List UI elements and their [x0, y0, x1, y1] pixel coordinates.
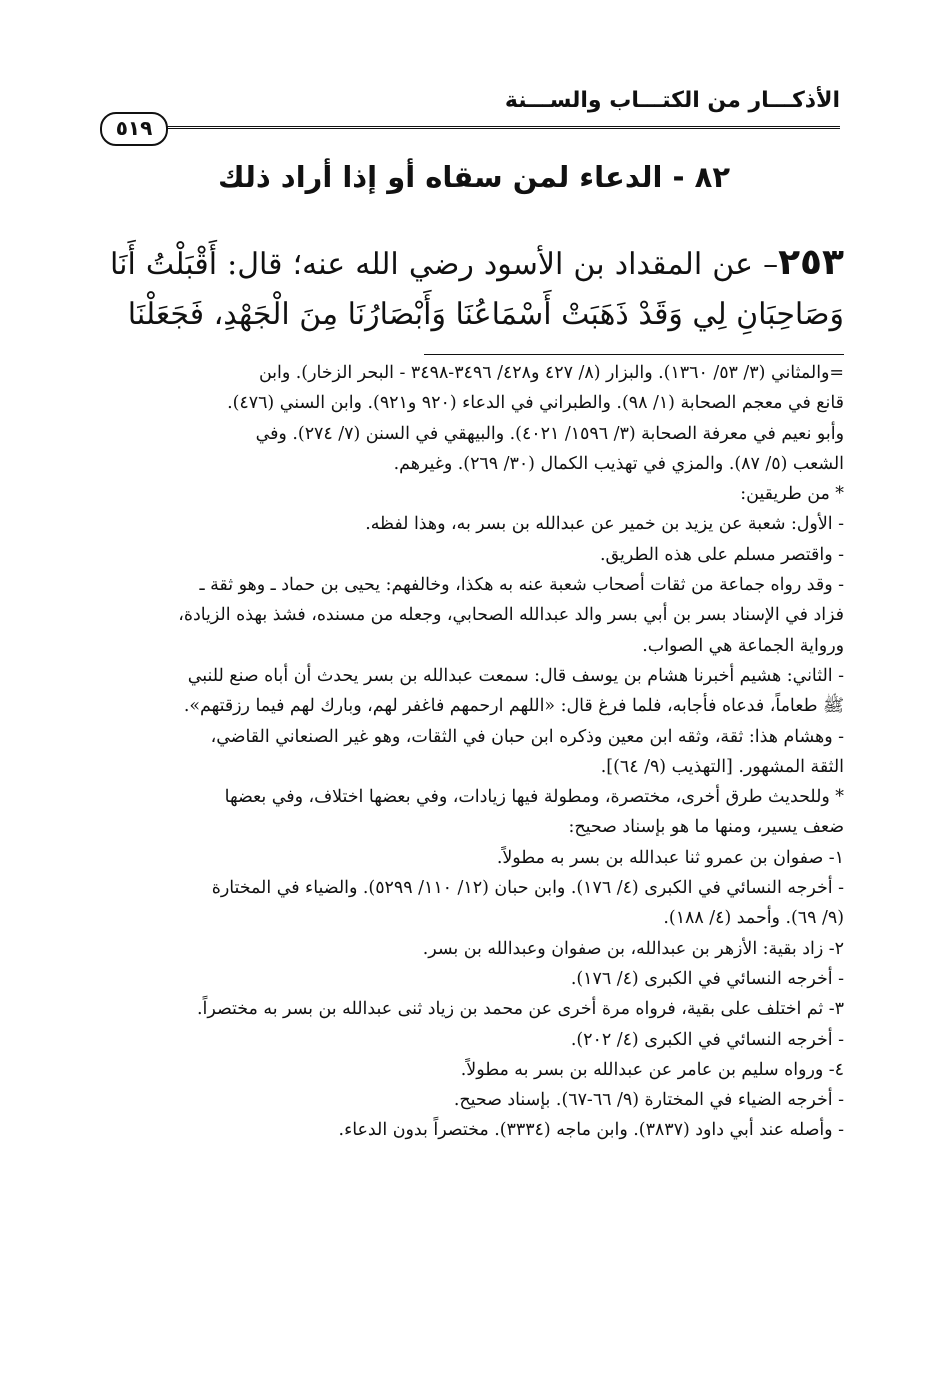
footnote-line: =والمثاني (٣/ ٥٣/ ١٣٦٠). والبزار (٨/ ٤٢٧ و٤٢٨/ ٣٤٩٦-٣٤٩٨ - البحر الزخار). وابن: [258, 363, 844, 383]
footnote-line: - أخرجه الضياء في المختارة (٩/ ٦٦-٦٧). بإسناد صحيح.: [453, 1090, 844, 1111]
header-rule: [160, 126, 840, 129]
footnote-line: فزاد في الإسناد بسر بن أبي بسر والد عبدالله الصحابي، وجعله من مسنده، فشذ بهذه الزيادة،: [178, 605, 844, 626]
footnote-line: وأبو نعيم في معرفة الصحابة (٣/ ١٥٩٦/ ٤٠٢١). والبيهقي في السنن (٧/ ٢٧٤). وفي: [255, 423, 844, 444]
footnote-line: الشعب (٥/ ٨٧). والمزي في تهذيب الكمال (٣٠/ ٢٦٩). وغيرهم.: [393, 453, 844, 474]
hadith-text-block: [110, 238, 844, 340]
footnote-line: ٤- ورواه سليم بن عامر عن عبدالله بن بسر به مطولاً.: [460, 1059, 844, 1080]
footnote-line: الثقة المشهور. [التهذيب (٩/ ٦٤)].: [600, 756, 844, 777]
chapter-title: ٨٢ - الدعاء لمن سقاه أو إذا أراد ذلك: [217, 160, 731, 194]
footnote-line: ١- صفوان بن عمرو ثنا عبدالله بن بسر به مطولاً.: [496, 847, 844, 868]
footnote-line: * وللحديث طرق أخرى، مختصرة، ومطولة فيها زيادات، وفي بعضها اختلاف، وفي بعضها: [224, 787, 844, 808]
footnote-line: - واقتصر مسلم على هذه الطريق.: [599, 544, 844, 565]
footnote-line: (٩/ ٦٩). وأحمد (٤/ ١٨٨).: [663, 908, 844, 929]
footnote-line: * من طريقين:: [740, 484, 844, 505]
footnote-line: - الأول: شعبة عن يزيد بن خمير عن عبدالله بن بسر به، وهذا لفظه.: [365, 514, 844, 535]
footnote-line: - أخرجه النسائي في الكبرى (٤/ ٢٠٢).: [570, 1029, 844, 1050]
footnote-line: - أخرجه النسائي في الكبرى (٤/ ١٧٦).: [570, 968, 844, 989]
footnote-line: - وأصله عند أبي داود (٣٨٣٧). وابن ماجه (٣٣٣٤). مختصراً بدون الدعاء.: [338, 1120, 844, 1141]
footnote-line: ﷺ طعاماً، فدعاه فأجابه، فلما فرغ قال: «اللهم ارحمهم فاغفر لهم، وبارك لهم فيما رزقتهم».: [183, 696, 844, 717]
footnote-line: ٣- ثم اختلف على بقية، فرواه مرة أخرى عن محمد بن زياد ثنى عبدالله بن بسر به مختصراً.: [197, 999, 844, 1020]
footnotes: [104, 358, 844, 1146]
footnote-line: قانع في معجم الصحابة (١/ ٩٨). والطبراني في الدعاء (٩٢٠ و٩٢١). وابن السني (٤٧٦).: [227, 393, 844, 414]
footnote-line: - الثاني: هشيم أخبرنا هشام بن يوسف قال: سمعت عبدالله بن بسر يحدث أن أباه صنع للنبي: [187, 665, 844, 686]
hadith-number: ٢٥٣: [778, 242, 844, 283]
footnote-line: ورواية الجماعة هي الصواب.: [642, 635, 844, 656]
footnote-line: - وقد رواه جماعة من ثقات أصحاب شعبة عنه به هكذا، وخالفهم: يحيى بن حماد ـ وهو ثقة ـ: [199, 575, 844, 596]
footnote-line: - أخرجه النسائي في الكبرى (٤/ ١٧٦). وابن حبان (١٢/ ١١٠/ ٥٢٩٩). والضياء في المختارة: [211, 878, 844, 899]
running-header: الأذكـــار من الكتـــاب والســـنة: [504, 88, 840, 113]
footnote-line: - وهشام هذا: ثقة، وثقه ابن معين وذكره ابن حبان في الثقات، وهو غير الصنعاني القاضي،: [210, 726, 844, 747]
footnote-line: ٢- زاد بقية: الأزهر بن عبدالله، بن صفوان وعبدالله بن بسر.: [422, 938, 844, 959]
footnote-line: ضعف يسير، ومنها ما هو بإسناد صحيح:: [568, 817, 844, 838]
hadith-text: – عن المقداد بن الأسود رضي الله عنه؛ قال: أَقْبَلْتُ أَنَا وَصَاحِبَانِ لِي وَقَدْ ذَهَبَتْ أَسْمَاعُنَا وَأَبْصَارُنَا مِنَ الْجَهْدِ، فَجَعَلْنَا: [110, 247, 844, 332]
page-number: ٥١٩: [100, 112, 168, 146]
footnote-separator: [424, 354, 844, 355]
